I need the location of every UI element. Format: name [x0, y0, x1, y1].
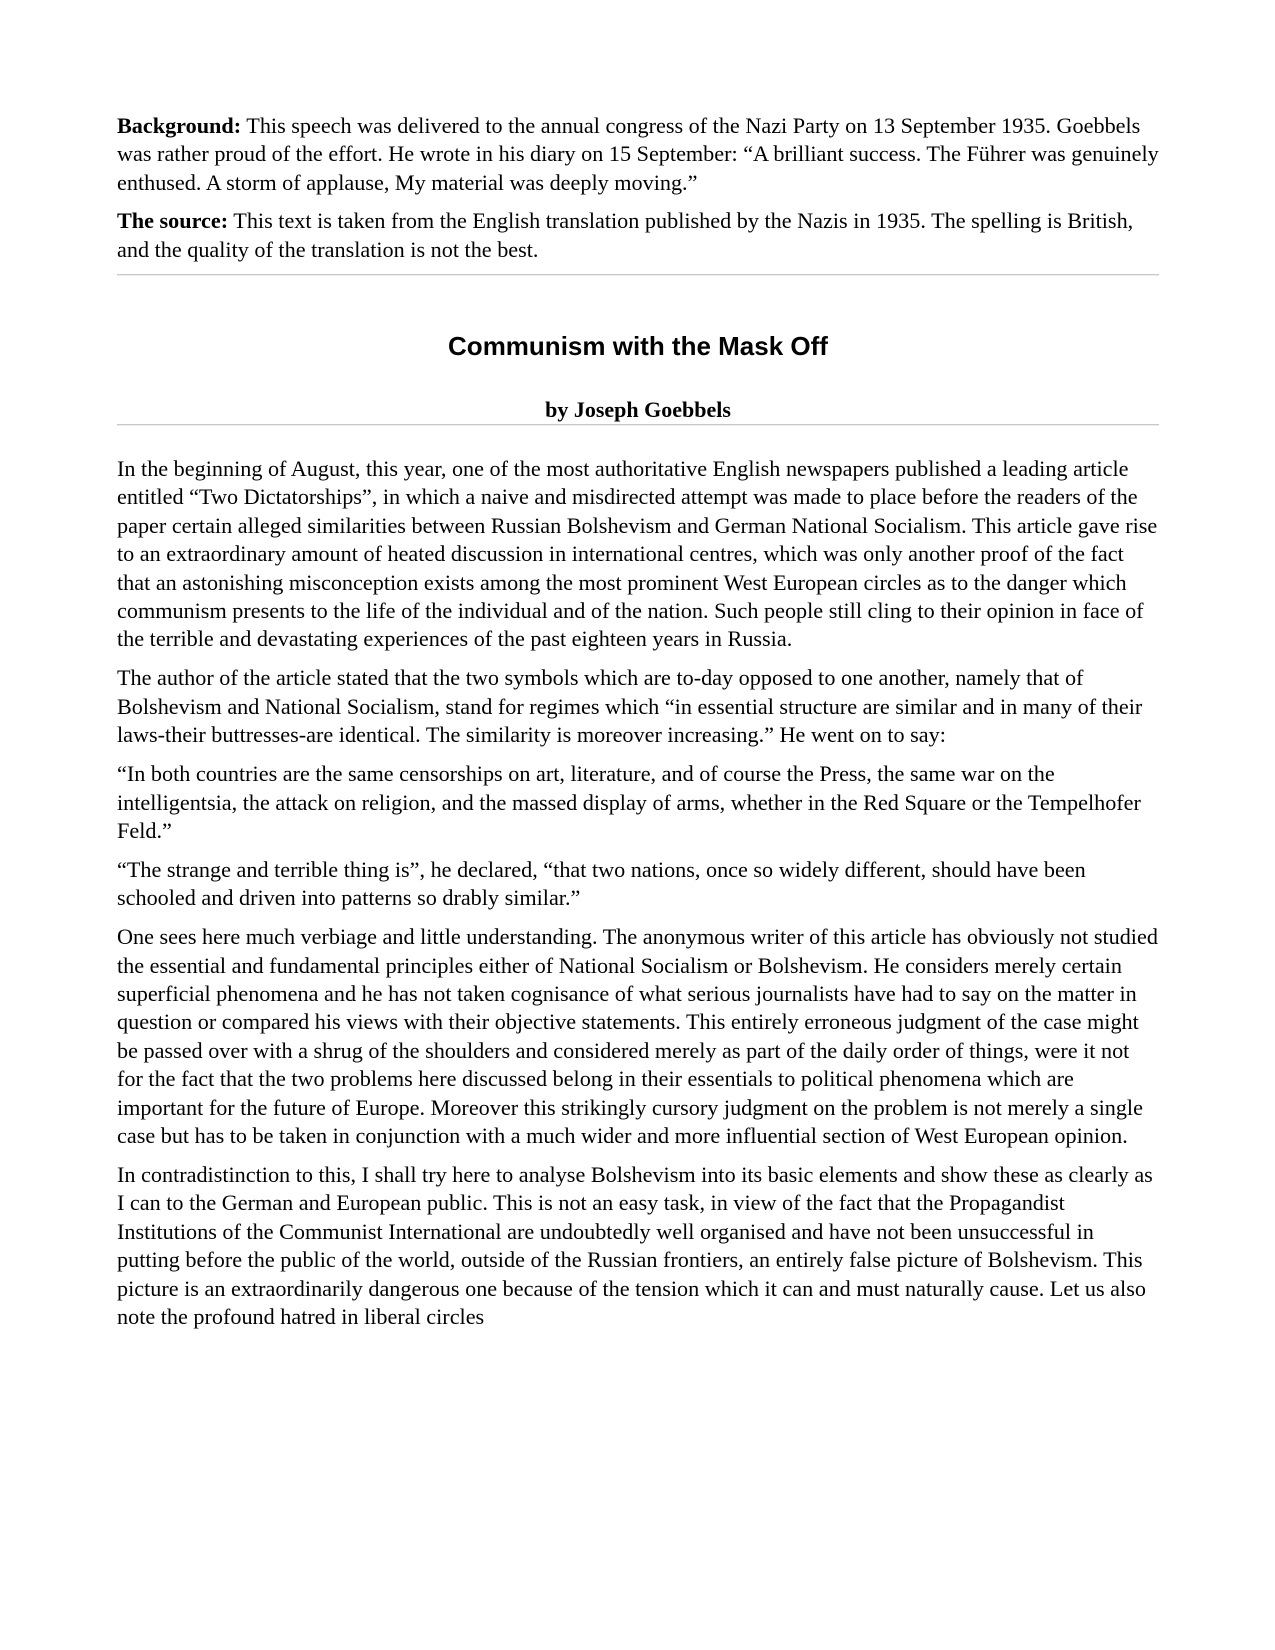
divider-bottom — [117, 424, 1159, 426]
source-paragraph — [117, 207, 1159, 264]
background-text: This speech was delivered to the annual congress of the Nazi Party on 13 September 1935. Goebbels was rather proud of the effort. He wrote in his diary on 15 September: “A brilliant success. The Führer was genuinely enthused. A storm of applause, My material was deeply moving.” — [117, 113, 1159, 195]
body-paragraph: “In both countries are the same censorships on art, literature, and of course the Press, the same war on the intelligentsia, the attack on religion, and the massed display of arms, whether in the Red Square or the Tempelhofer Feld.” — [117, 761, 1141, 843]
body-paragraph: “The strange and terrible thing is”, he declared, “that two nations, once so widely different, should have been schooled and driven into patterns so drably similar.” — [117, 856, 1086, 911]
source-label: The source: — [117, 208, 229, 234]
background-paragraph — [117, 112, 1159, 197]
article-byline: by Joseph Goebbels — [545, 397, 731, 423]
body-paragraph: One sees here much verbiage and little understanding. The anonymous writer of this article has obviously not studied the essential and fundamental principles either of National Socialism or Bolshevism. He considers merely certain superficial phenomena and he has not taken cognisance of what serious journalists have had to say on the matter in question or compared his views with their objective statements. This entirely erroneous judgment of the case might be passed over with a shrug of the shoulders and considered merely as part of the daily order of things, were it not for the fact that the two problems here discussed belong in their essentials to political phenomena which are important for the future of Europe. Moreover this strikingly cursory judgment on the problem is not merely a single case but has to be taken in conjunction with a much wider and more influential section of West European opinion. — [117, 924, 1158, 1148]
body-paragraph: In contradistinction to this, I shall try here to analyse Bolshevism into its basic elements and show these as clearly as I can to the German and European public. This is not an easy task, in view of the fact that the Propagandist Institutions of the Communist International are undoubtedly well organised and have not been unsuccessful in putting before the public of the world, outside of the Russian frontiers, an entirely false picture of Bolshevism. This picture is an extraordinarily dangerous one because of the tension which it can and must naturally cause. Let us also note the profound hatred in liberal circles — [117, 1161, 1153, 1329]
article-body — [117, 455, 1159, 1331]
article-title: Communism with the Mask Off — [448, 331, 828, 362]
body-paragraph: The author of the article stated that the two symbols which are to-day opposed to one another, namely that of Bolshevism and National Socialism, stand for regimes which “in essential structure are similar and in many of their laws-their buttresses-are identical. The similarity is moreover increasing.” He went on to say: — [117, 665, 1143, 748]
background-label: Background: — [117, 113, 242, 138]
document-page — [117, 112, 1159, 1342]
divider-top — [117, 274, 1159, 276]
source-text: This text is taken from the English translation published by the Nazis in 1935. The spelling is British, and the quality of the translation is not the best. — [117, 208, 1134, 262]
body-paragraph: In the beginning of August, this year, one of the most authoritative English newspapers published a leading article entitled “Two Dictatorships”, in which a naive and misdirected attempt was made to place before the readers of the paper certain alleged similarities between Russian Bolshevism and German National Socialism. This article gave rise to an extraordinary amount of heated discussion in international centres, which was only another proof of the fact that an astonishing misconception exists among the most prominent West European circles as to the danger which communism presents to the life of the individual and of the nation. Such people still cling to their opinion in face of the terrible and devastating experiences of the past eighteen years in Russia. — [117, 456, 1158, 652]
